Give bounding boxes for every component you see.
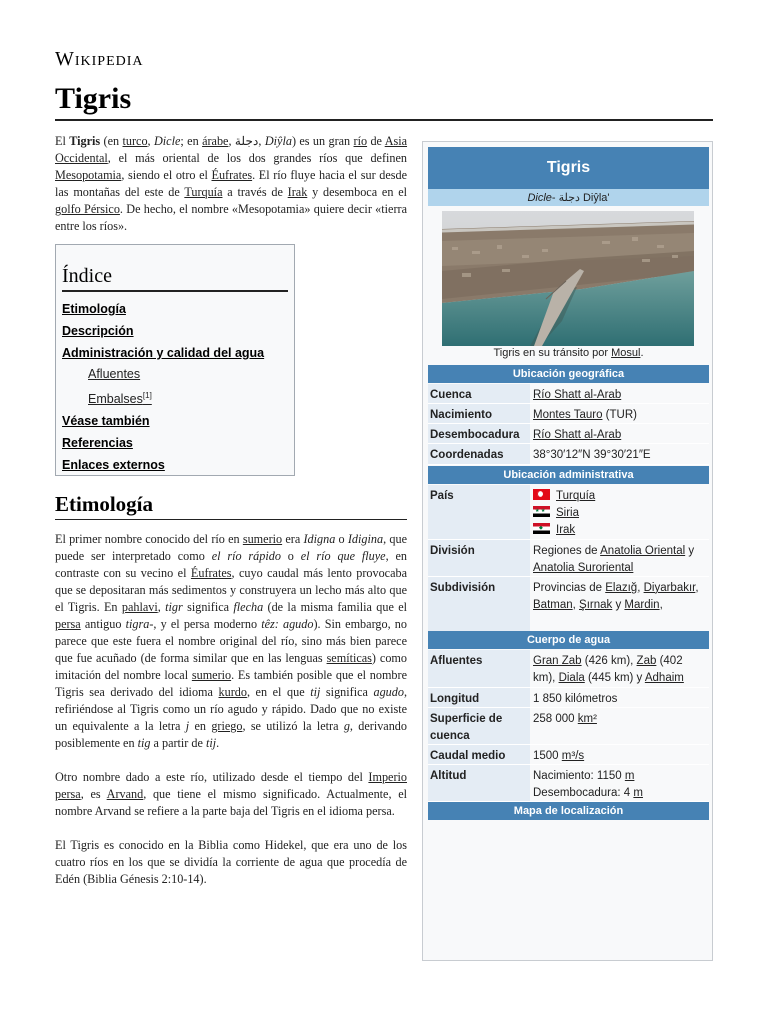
text-run: , siendo el otro el [121,168,212,182]
text-run: , en contraste con su vecino el [55,549,407,580]
inline-link[interactable]: sumerio [242,532,283,546]
text-run: , que tiene el mismo significado. Actualmente, el nombre Arvand se refiere a la parte baja del Tigris en el idioma persa. [55,787,407,818]
text-run: . Es también posible que el nombre Tigris sea derivado del idioma [55,668,407,699]
toc-item-label: Descripción [62,324,134,338]
italic-text: flecha [233,600,264,614]
link-zab[interactable]: Zab [636,655,657,667]
link-montes-tauro[interactable]: Montes Tauro [533,409,603,421]
value-text: Regiones de [533,545,601,557]
link-shatt-al-arab-mouth[interactable]: Río Shatt al-Arab [533,429,622,441]
link-siria[interactable]: Siria [556,507,580,519]
inline-link[interactable]: Éufrates [190,566,232,580]
section-paragraph [55,531,407,752]
infobox-subtitle [428,189,709,206]
infobox-row-superficie [428,708,709,745]
value-text: , [695,582,699,594]
toc-item-label: Véase también [62,414,150,429]
row-value [533,444,709,464]
italic-text: Dicle [153,134,181,148]
text-run: o [280,549,301,563]
text-run: , [157,600,166,614]
row-label: Longitud [428,688,530,707]
italic-text: el río que fluye [300,549,386,563]
page-title: Tigris [55,82,132,115]
toc-item[interactable] [62,410,288,432]
link-anatolia-oriental[interactable]: Anatolia Oriental [600,545,686,557]
value-text: 1500 [533,750,562,762]
value-text: (TUR) [602,409,637,421]
inline-link[interactable]: pahlavi [121,600,158,614]
row-value [533,540,709,577]
row-label: Cuenca [428,384,530,403]
row-value [533,384,709,404]
section-paragraph [55,837,407,888]
italic-text: g [343,719,350,733]
inline-link[interactable]: Imperio persa [55,770,407,801]
text-run: , es [80,787,107,801]
wikipedia-logo[interactable]: Wikipedia [55,48,144,70]
toc-item-label: Etimología [62,302,126,316]
text-run: , que puede ser interpretado como [55,532,407,563]
link-m-nacimiento[interactable]: m [624,770,635,782]
italic-text: agudo [373,685,404,699]
text-run: significa [320,685,374,699]
inline-link[interactable]: kurdo [218,685,247,699]
row-value: 1 850 kilómetros [533,693,618,705]
river-photo[interactable] [442,211,694,346]
text-run: , derivando posiblemente en [55,719,407,750]
infobox-row-coordenadas [428,444,709,465]
row-label: Subdivisión [428,577,530,631]
text-run: (en [100,134,123,148]
caption-link-mosul[interactable]: Mosul [611,347,641,359]
title-divider [55,119,713,121]
link-anatolia-suroriental[interactable]: Anatolia Suroriental [533,562,634,574]
text-run: de [367,134,385,148]
value-text: , [572,599,580,611]
inline-link[interactable]: río [353,134,368,148]
text-run: , el más oriental de los dos grandes ríos que definen [107,151,407,165]
inline-link[interactable]: Turquía [184,185,223,199]
toc-item[interactable] [62,342,288,364]
row-label: Superficie de cuenca [428,708,530,744]
text-run: en [189,719,212,733]
text-run: o [335,532,348,546]
infobox-subtitle-italic: Dicle [527,191,552,204]
row-value [533,404,709,424]
italic-text: Idigina [347,532,384,546]
toc-title: Índice [62,265,288,292]
infobox-row-cuenca [428,384,709,404]
italic-text: el río rápido [211,549,281,563]
infobox-title: Tigris [428,147,709,189]
link-sirnak[interactable]: Şırnak [579,599,613,611]
value-text: (445 km) y [584,672,645,684]
infobox-section-geo: Ubicación geográfica [428,365,709,383]
toc-item[interactable] [62,298,288,320]
text-run: , cuyo caudal más lento provocaba que se depositaran más sedimentos y construyera un lecho más alto que el Tigris. En [55,566,407,614]
text-run: ). Sin embargo, no parece que este fuera el nombre original del río, sino más bien parece que fue acuñado (de forma similar que en las lenguas [55,617,407,665]
section-divider [55,519,407,520]
infobox-row-division [428,540,709,577]
link-diala[interactable]: Diala [558,672,585,684]
infobox-row-caudal [428,745,709,765]
section-body [55,531,407,905]
link-turquia[interactable]: Turquía [556,490,596,502]
syria-flag-icon [533,506,550,517]
value-text: 258 000 [533,713,578,725]
text-run: . El río fluye hacia el sur desde las montañas del este de [55,168,407,199]
row-label: Coordenadas [428,444,530,464]
italic-text: tigra- [125,617,154,631]
row-value [533,765,709,802]
italic-text: j [185,719,190,733]
text-run: El Tigris es conocido en la Biblia como Hidekel, que era uno de los cuatro ríos en los que se dividía la corriente de agua que procedía de Edén (Biblia Génesis 2:10-14). [55,838,407,886]
text-run: (de la misma familia que el [263,600,408,614]
value-text: , [637,582,644,594]
caption-suffix: . [640,347,644,359]
section-paragraph [55,769,407,820]
bold-text: Tigris [69,134,101,148]
italic-text: tig [137,736,151,750]
toc-item[interactable] [62,454,288,476]
text-run: El primer nombre conocido del río en [55,532,243,546]
toc-item-label: Referencias [62,436,133,451]
river-photo-image [442,211,694,346]
row-value [533,650,709,687]
text-run: . De hecho, el nombre «Mesopotamia» quiere decir «tierra entre los ríos». [55,202,407,233]
toc-item-label: Enlaces externos [62,458,165,473]
iraq-flag-icon [533,523,550,534]
row-label: Caudal medio [428,745,530,764]
link-adhaim[interactable]: Adhaim [644,672,684,684]
text-run: antiguo [80,617,126,631]
infobox [422,141,713,961]
italic-text: tij [205,736,217,750]
value-text: Desembocadura: 4 [533,787,634,799]
row-label: Altitud [428,765,530,801]
infobox-section-map: Mapa de localización [428,802,709,820]
toc-item-label: Embalses [88,392,143,407]
infobox-row-nacimiento [428,404,709,424]
inline-link[interactable]: Asia Occidental [55,134,408,165]
link-diyarbakir[interactable]: Diyarbakır [643,582,696,594]
toc-subitem[interactable] [62,364,288,385]
value-text: y [685,545,695,557]
inline-link[interactable]: golfo Pérsico [55,202,120,216]
lead-paragraph [55,133,407,235]
inline-link[interactable]: árabe [202,134,229,148]
link-m-desembocadura[interactable]: m [633,787,643,799]
text-run: a partir de [150,736,206,750]
text-run: ; en [180,134,203,148]
text-run: , en el que [246,685,311,699]
row-label: Nacimiento [428,404,530,423]
italic-text: Diŷla [264,134,292,148]
toc-list [62,298,288,476]
value-text: y [612,599,625,611]
infobox-section-water: Cuerpo de agua [428,631,709,649]
link-mardin[interactable]: Mardin [624,599,660,611]
inline-link[interactable]: Mesopotamia [55,168,122,182]
turkey-flag-icon [533,489,550,500]
infobox-row-desembocadura [428,424,709,444]
text-run: ) es un gran [291,134,354,148]
infobox-row-afluentes [428,650,709,688]
text-run: , refiriéndose al Tigris como un río agudo y rápido. Dado que no existe un equivalente a la letra [55,685,407,733]
infobox-section-admin: Ubicación administrativa [428,466,709,484]
row-label: Afluentes [428,650,530,687]
value-text: Provincias de [533,582,606,594]
inline-link[interactable]: sumerio [191,668,232,682]
toc-item-label: Administración y calidad del agua [62,346,265,360]
inline-link[interactable]: griego [211,719,243,733]
text-run: , [147,134,154,148]
text-run: significa [182,600,234,614]
link-batman[interactable]: Batman [533,599,573,611]
toc-footnote-ref[interactable]: [1] [142,391,152,400]
value-text: Nacimiento: 1150 [533,770,625,782]
inline-link[interactable]: persa [55,617,81,631]
inline-link[interactable]: Arvand [106,787,144,801]
row-value [533,424,709,444]
value-text: (402 km), [533,655,683,684]
infobox-row-altitud [428,765,709,802]
caption-prefix: Tigris en su tránsito por [493,347,612,359]
row-value [533,708,709,728]
infobox-caption [428,347,709,359]
text-run: a través de [222,185,288,199]
inline-link[interactable]: turco [122,134,148,148]
text-run: y desemboca en el [307,185,407,199]
row-label: División [428,540,530,576]
value-text: , [659,599,663,611]
infobox-row-longitud [428,688,709,708]
inline-link[interactable]: semíticas [326,651,372,665]
row-value [533,485,709,539]
row-value [533,577,709,614]
row-label: País [428,485,530,539]
link-irak[interactable]: Irak [556,524,576,536]
row-label: Desembocadura [428,424,530,443]
table-of-contents [55,244,295,476]
coordinates-text[interactable]: 38°30′12″N 39°30′21″E [533,449,651,461]
text-run: El [55,134,70,148]
link-gran-zab[interactable]: Gran Zab [533,655,582,667]
inline-link[interactable]: Irak [287,185,308,199]
text-run: , y el persa moderno [153,617,262,631]
inline-link[interactable]: Éufrates [211,168,253,182]
text-run: ) como imitación del nombre local [55,651,407,682]
italic-text: Idigna [303,532,336,546]
value-text: (426 km), [581,655,637,667]
text-run: , دجلة, [228,134,265,148]
text-run: era [282,532,304,546]
toc-item-label: Afluentes [88,367,141,381]
section-heading-etimologia: Etimología [55,492,153,516]
infobox-row-subdivision [428,577,709,632]
italic-text: tij [310,685,321,699]
row-value [533,745,709,765]
link-elazig[interactable]: Elazığ [605,582,638,594]
infobox-row-pais [428,485,709,540]
text-run: . [216,736,220,750]
text-run: Otro nombre dado a este río, utilizado desde el tiempo del [55,770,369,784]
toc-item[interactable] [62,320,288,342]
link-shatt-al-arab[interactable]: Río Shatt al-Arab [533,389,622,401]
infobox-subtitle-rest: - دجلة Diŷla' [551,192,610,204]
text-run: , se utilizó la letra [242,719,344,733]
link-km2[interactable]: km² [577,713,597,725]
toc-subitem[interactable] [62,385,288,410]
link-m3s[interactable]: m³/s [561,750,585,762]
italic-text: têz: agudo [261,617,314,631]
toc-item[interactable] [62,432,288,454]
italic-text: tigr [165,600,183,614]
